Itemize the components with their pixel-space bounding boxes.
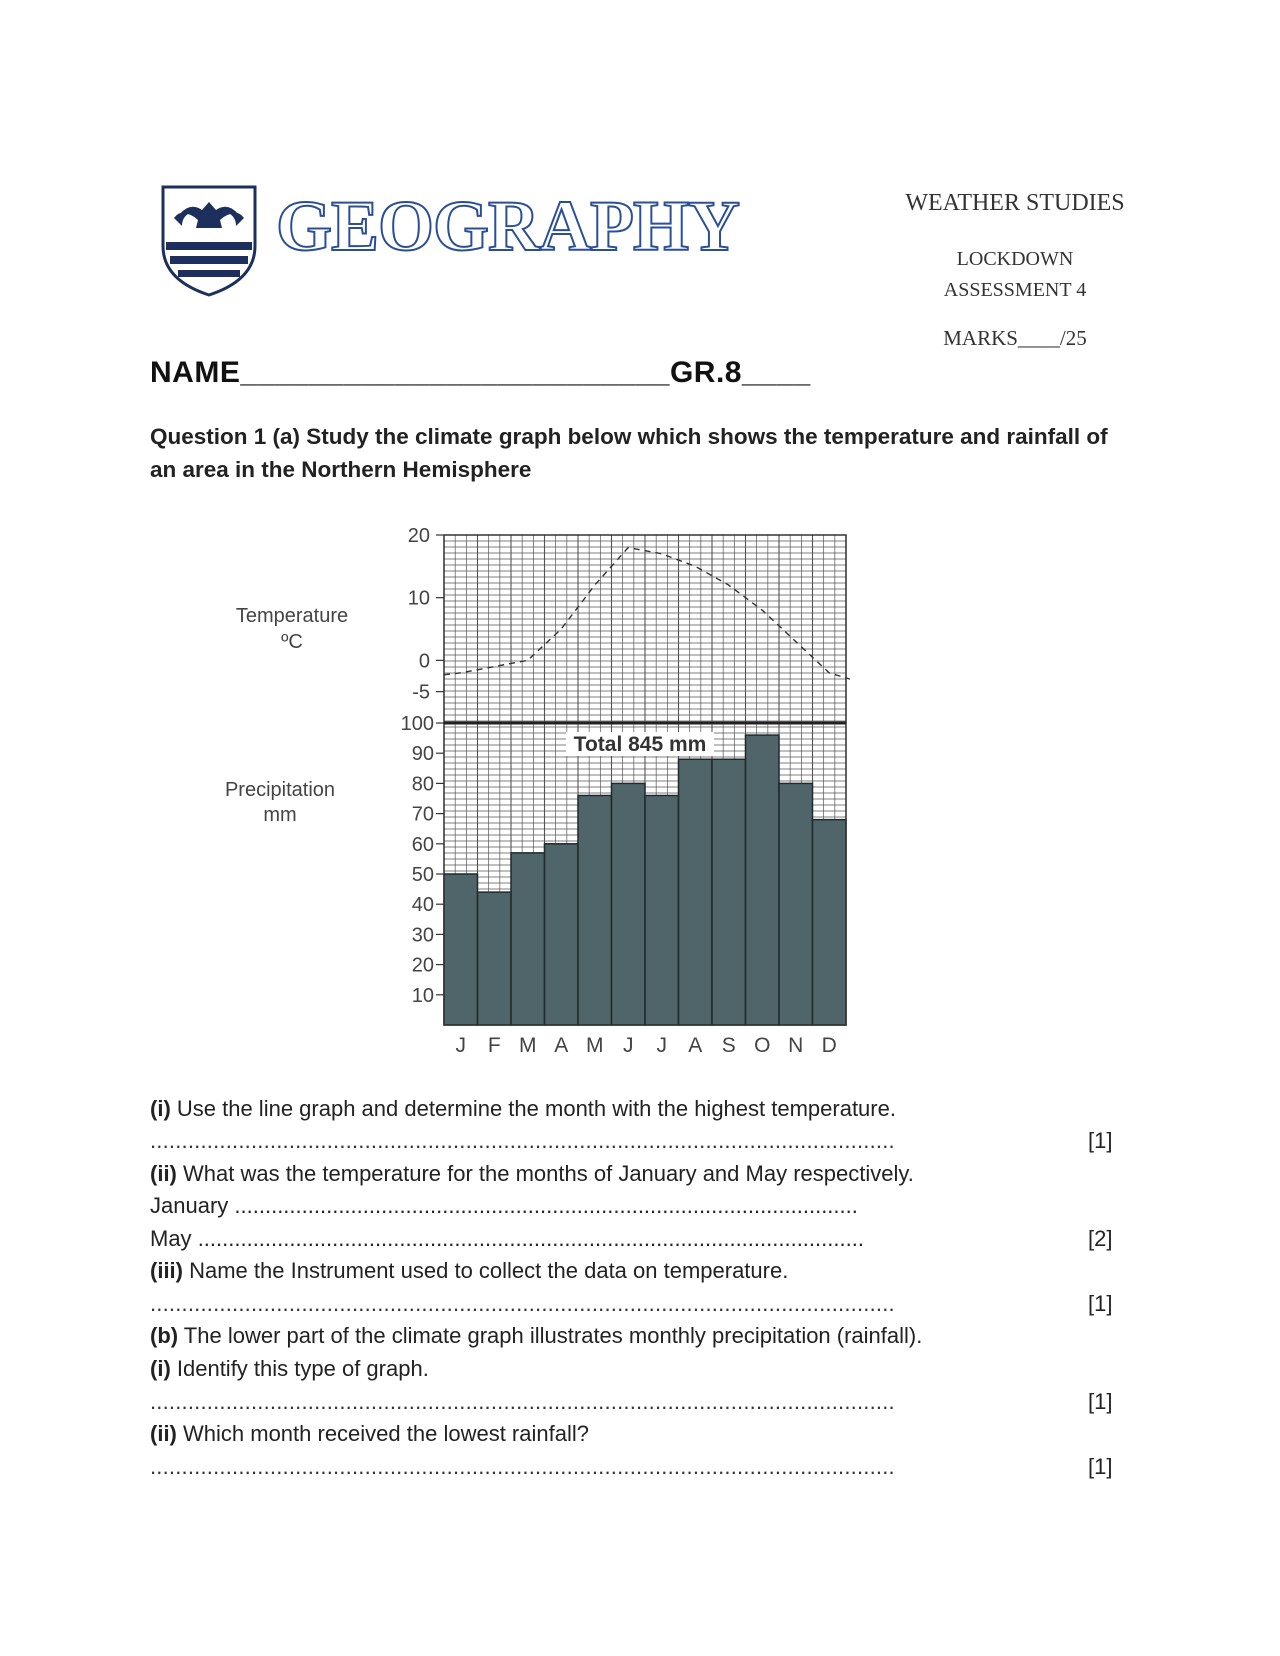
precipitation-tick-label: 80 [411, 773, 434, 796]
precipitation-bar [746, 735, 780, 1025]
month-label: A [554, 1034, 569, 1057]
month-label: F [487, 1034, 501, 1057]
mark-allocation: [1] [1088, 1128, 1113, 1153]
may-answer-row [150, 1226, 864, 1252]
precipitation-tick-label: 60 [411, 833, 434, 856]
precipitation-tick-label: 20 [411, 954, 434, 977]
mark-allocation: [1] [1088, 1389, 1113, 1414]
precipitation-axis-label: Precipitation [224, 779, 336, 801]
question-text: Identify this type of graph. [170, 1356, 429, 1381]
precipitation-total-label: Total 845 mm [573, 733, 707, 756]
subject-heading: WEATHER STUDIES [905, 190, 1125, 216]
month-label: N [788, 1034, 804, 1057]
precipitation-bar [679, 759, 713, 1025]
temperature-tick-label: 20 [407, 525, 430, 547]
question-number: (iii) [150, 1258, 183, 1283]
answer-line[interactable]: ...................................................................................................................... [150, 1389, 895, 1414]
mark-allocation: [1] [1088, 1454, 1113, 1479]
precipitation-tick-label: 30 [411, 924, 434, 947]
precipitation-bar [612, 783, 646, 1025]
answer-line[interactable]: ...................................................................................................................... [150, 1291, 895, 1316]
question-a-ii [150, 1161, 914, 1187]
question-1-heading: Question 1 (a) Study the climate graph below which shows the temperature and rainfall of an area in the Northern Hemisphere [150, 424, 1108, 482]
question-b [150, 1323, 922, 1349]
precipitation-tick-label: 40 [411, 894, 434, 917]
month-label: J [455, 1034, 466, 1057]
month-label: J [623, 1034, 634, 1057]
precipitation-axis-unit: mm [263, 804, 297, 826]
january-label: January [150, 1193, 229, 1218]
precipitation-bar [545, 844, 579, 1025]
question-text: Which month received the lowest rainfall? [176, 1421, 589, 1446]
question-number: (b) [150, 1323, 179, 1348]
precipitation-bar [511, 853, 545, 1025]
question-a-iii [150, 1258, 788, 1284]
question-text: Name the Instrument used to collect the data on temperature. [183, 1258, 789, 1283]
question-text: What was the temperature for the months of January and May respectively. [176, 1161, 914, 1186]
name-grade-field: NAME_________________________GR.8____ [150, 356, 811, 389]
may-label: May [150, 1226, 192, 1251]
answer-line[interactable]: ............................................................................................................. [197, 1226, 864, 1251]
question-number: (ii) [150, 1421, 177, 1446]
question-text: Use the line graph and determine the month with the highest temperature. [170, 1096, 896, 1121]
temperature-axis-unit: ºC [281, 631, 303, 653]
temperature-tick-label: 10 [407, 587, 430, 610]
mark-allocation: [1] [1088, 1291, 1113, 1316]
precipitation-tick-label: 10 [411, 984, 434, 1007]
question-text: The lower part of the climate graph illustrates monthly precipitation (rainfall). [178, 1323, 923, 1348]
precipitation-bar [478, 892, 512, 1025]
mark-allocation: [2] [1088, 1226, 1113, 1251]
answer-line[interactable]: ...................................................................................................................... [150, 1128, 895, 1153]
january-answer-row [150, 1193, 858, 1219]
month-label: A [688, 1034, 703, 1057]
assessment-line-2: ASSESSMENT 4 [943, 279, 1087, 301]
month-label: M [519, 1034, 537, 1057]
marks-field: MARKS____/25 [943, 326, 1087, 350]
precipitation-bar [712, 759, 746, 1025]
question-b-ii [150, 1421, 589, 1447]
month-label: O [754, 1034, 771, 1057]
precipitation-bar [779, 783, 813, 1025]
precipitation-bar [444, 874, 478, 1025]
assessment-line-1: LOCKDOWN [956, 248, 1074, 270]
month-label: D [821, 1034, 837, 1057]
question-b-i [150, 1356, 429, 1382]
answer-line[interactable]: ...................................................................................................................... [150, 1454, 895, 1479]
precipitation-tick-label: 70 [411, 803, 434, 826]
temperature-tick-label: 0 [418, 650, 430, 673]
question-number: (i) [150, 1356, 171, 1381]
temperature-tick-label: -5 [412, 681, 430, 704]
precipitation-bar [578, 795, 612, 1025]
answer-line[interactable]: ...................................................................................................... [234, 1193, 858, 1218]
temperature-axis-label: Temperature [235, 605, 349, 627]
precipitation-tick-label: 100 [400, 713, 434, 735]
precipitation-tick-label: 90 [411, 743, 434, 766]
month-label: M [586, 1034, 604, 1057]
precipitation-tick-label: 50 [411, 864, 434, 886]
question-a-i [150, 1096, 896, 1122]
precipitation-bar [645, 795, 679, 1025]
question-number: (i) [150, 1096, 171, 1121]
month-label: S [721, 1034, 736, 1057]
month-label: J [656, 1034, 667, 1057]
question-number: (ii) [150, 1161, 177, 1186]
subject-logo-title: GEOGRAPHY [276, 186, 740, 266]
precipitation-bar [813, 820, 847, 1025]
